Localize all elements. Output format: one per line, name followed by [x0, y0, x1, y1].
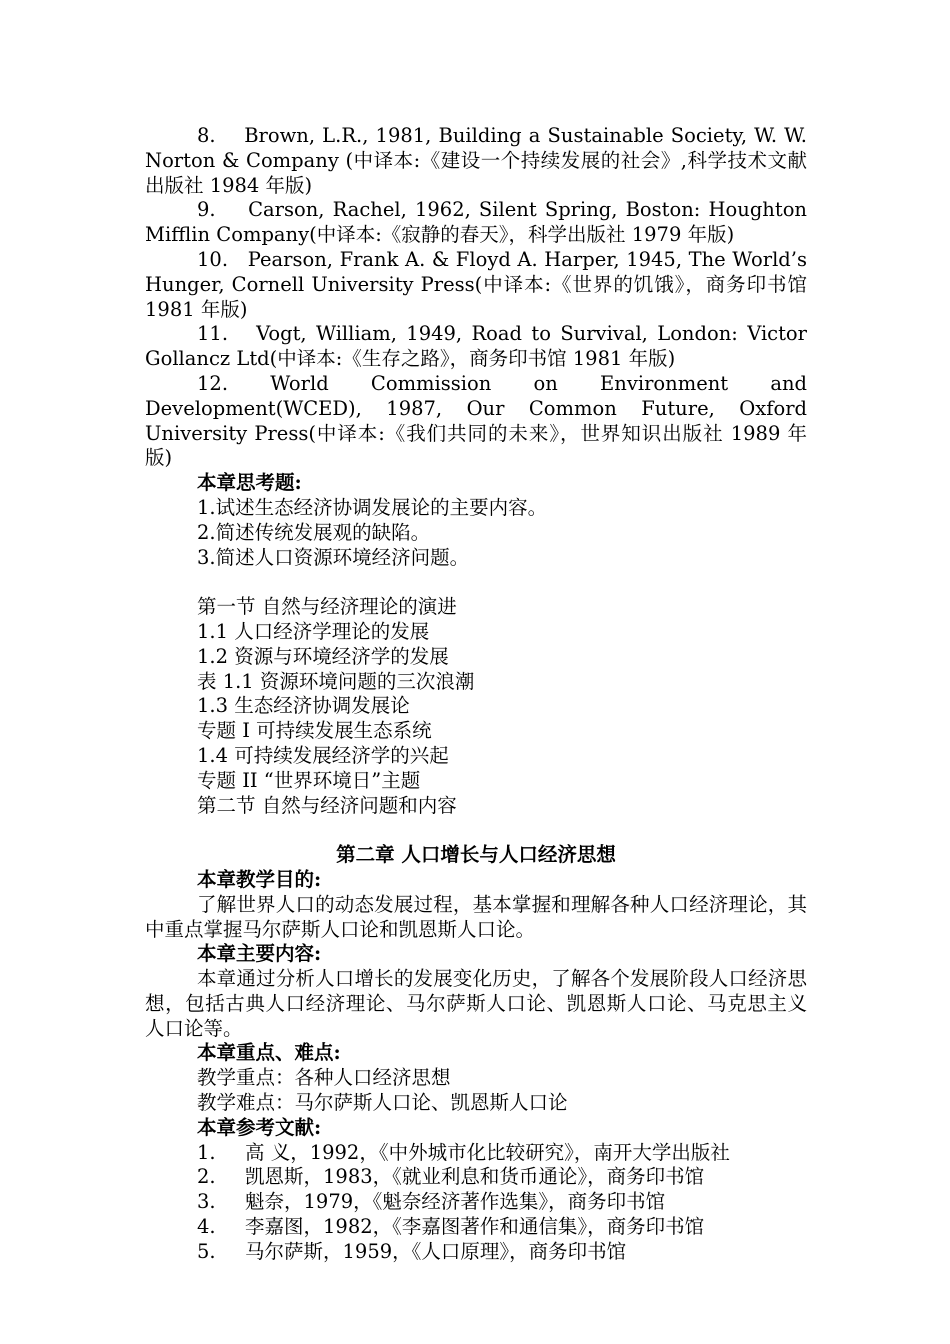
outline-item: 1.4 可持续发展经济学的兴起 [197, 743, 449, 767]
reference-text: 李嘉图，1982，《李嘉图著作和通信集》，商务印书馆 [245, 1215, 705, 1239]
outline-item: 专题 II “世界环境日”主题 [197, 768, 421, 792]
reference-number: 5. [197, 1239, 216, 1263]
reference-number: 1. [197, 1140, 216, 1164]
outline-item: 1.2 资源与环境经济学的发展 [197, 644, 449, 668]
question-item: 1.试述生态经济协调发展论的主要内容。 [197, 495, 548, 519]
outline-item: 表 1.1 资源环境问题的三次浪潮 [197, 669, 475, 693]
reference-text: 凯恩斯，1983，《就业利息和货币通论》，商务印书馆 [245, 1165, 705, 1189]
reference-item: 11. Vogt, William, 1949, Road to Survival, London: Victor Gollancz Ltd(中译本:《生存之路》，商务印书馆 1981 年版) [145, 322, 807, 371]
goal-heading: 本章教学目的: [197, 867, 322, 891]
content-text: 本章通过分析人口增长的发展变化历史，了解各个发展阶段人口经济思想，包括古典人口经济理论、马尔萨斯人口论、凯恩斯人口论、马克思主义人口论等。 [145, 967, 807, 1040]
chapter-reference [145, 1240, 807, 1265]
spacer [145, 818, 807, 843]
question-item: 2.简述传统发展观的缺陷。 [197, 520, 431, 544]
outline-item: 1.1 人口经济学理论的发展 [197, 619, 430, 643]
reference-text: 马尔萨斯，1959，《人口原理》，商务印书馆 [245, 1239, 627, 1263]
question-item: 3.简述人口资源环境经济问题。 [197, 545, 470, 569]
reference-text: 高 义，1992，《中外城市化比较研究》，南开大学出版社 [245, 1140, 730, 1164]
difficult-point: 教学难点：马尔萨斯人口论、凯恩斯人口论 [197, 1091, 568, 1115]
chapter-reference [145, 1141, 807, 1166]
outline-item: 专题 I 可持续发展生态系统 [197, 719, 432, 743]
content-heading: 本章主要内容: [197, 942, 322, 966]
reference-number: 3. [197, 1190, 216, 1214]
reference-item: 12. World Commission on Environment and Development(WCED), 1987, Our Common Future, Oxford University Press(中译本:《我们共同的未来》，世界知识出版社 1989 年版) [145, 371, 807, 470]
chapter-reference [145, 1165, 807, 1190]
questions-heading: 本章思考题: [197, 471, 302, 495]
page-content [145, 124, 807, 1265]
key-point: 教学重点：各种人口经济思想 [197, 1066, 451, 1090]
outline-item: 1.3 生态经济协调发展论 [197, 694, 410, 718]
chapter-title: 第二章 人口增长与人口经济思想 [336, 843, 616, 867]
outline-item: 第二节 自然与经济问题和内容 [197, 793, 457, 817]
reference-item: 9. Carson, Rachel, 1962, Silent Spring, Boston: Houghton Mifflin Company(中译本:《寂静的春天》，科学出版社 1979 年版) [145, 198, 807, 247]
key-points-heading: 本章重点、难点: [197, 1041, 341, 1065]
chapter-reference [145, 1190, 807, 1215]
reference-number: 4. [197, 1215, 216, 1239]
references-heading: 本章参考文献: [197, 1115, 322, 1139]
chapter-reference [145, 1215, 807, 1240]
reference-item: 10. Pearson, Frank A. & Floyd A. Harper, 1945, The World’s Hunger, Cornell University Press(中译本:《世界的饥饿》，商务印书馆 1981 年版) [145, 247, 807, 321]
reference-text: 魁奈，1979，《魁奈经济著作选集》，商务印书馆 [245, 1190, 666, 1214]
reference-item: 8. Brown, L.R., 1981, Building a Sustainable Society, W. W. Norton & Company (中译本:《建设一个持续发展的社会》,科学技术文献出版社 1984 年版) [145, 124, 807, 197]
outline-item: 第一节 自然与经济理论的演进 [197, 595, 457, 619]
spacer [145, 570, 807, 595]
goal-text: 了解世界人口的动态发展过程，基本掌握和理解各种人口经济理论，其中重点掌握马尔萨斯人口论和凯恩斯人口论。 [145, 892, 807, 941]
reference-number: 2. [197, 1165, 216, 1189]
